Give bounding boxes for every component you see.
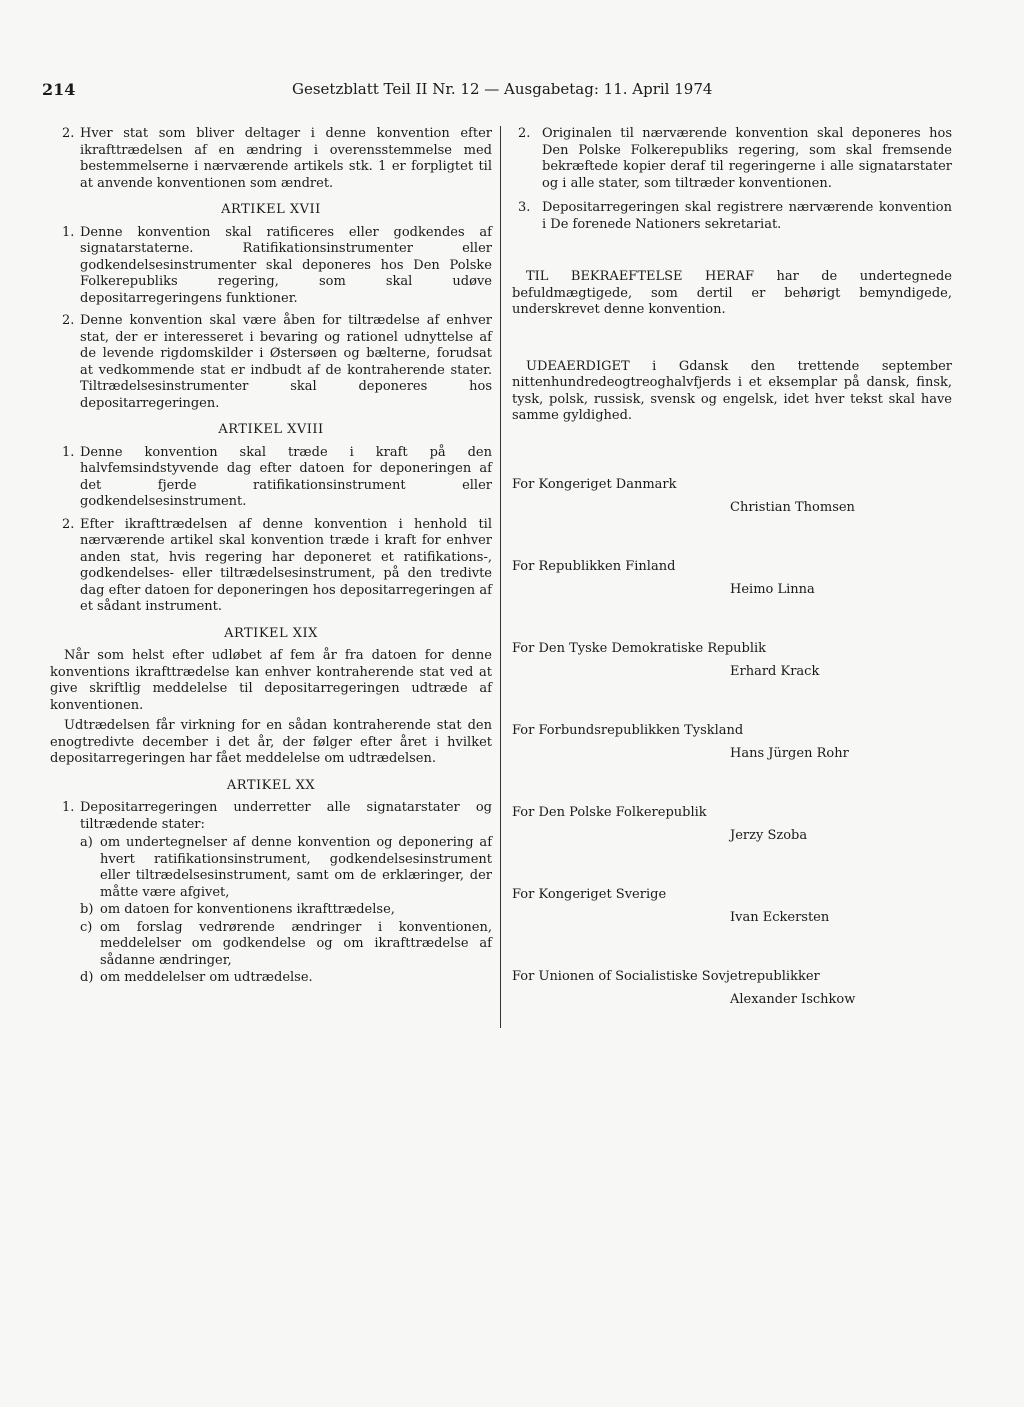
item-number: 2. [62,313,75,328]
signature-block-sweden [512,887,952,969]
item-text: Denne konvention skal ratificeres eller godkendes af signatarstaterne. Ratifikationsinstrumenter eller godkendelsesinstrumenter skal deponeres hos Den Polske Folkerepubliks regering, som skal udøve depositarregeringens funktioner. [80,224,492,306]
item-text: Denne konvention skal være åben for tiltrædelse af enhver stat, der er interesseret i bevaring og rationel udnyttelse af de levende rigdomskilder i Østersøen og bælterne, forudsat at vedkommende stat er indbudt af de kontraherende stater. Tiltrædelsesinstrumenter skal deponeres hos depositarregeringen. [80,313,492,411]
item-number: 1. [62,224,75,240]
signatory-name: Alexander Ischkow [730,991,856,1007]
article-16-item-2 [50,126,492,192]
item-text: Efter ikrafttrædelsen af denne konvention i henhold til nærværende artikel skal konvention træde i kraft for enhver anden stat, hvis regering har deponeret et ratifikations-, godkendelses- eller tiltrædelsesinstrument, på den tredivte dag efter datoen for deponeringen hos depositarregeringen af et sådant instrument. [80,516,492,614]
subitem-text: om forslag vedrørende ændringer i konventionen, meddelelser om godkendelse og om ikrafttrædelse af sådanne ændringer, [100,919,492,968]
article-17-item-2 [50,313,492,412]
item-text: Denne konvention skal træde i kraft på den halvfemsindstyvende dag efter datoen for deponeringen af det fjerde ratifikationsinstrument eller godkendelsesinstrument. [80,444,492,509]
subitem-text: om meddelelser om udtrædelse. [100,970,313,985]
signature-block-gdr [512,641,952,723]
article-20-subitem-c [50,920,492,970]
signature-block-finland [512,559,952,641]
subitem-letter: c) [80,919,93,935]
item-text: Originalen til nærværende konvention skal deponeres hos Den Polske Folkerepubliks regering, som skal fremsende bekræftede kopier deraf til regeringerne i alle signatarstater og i alle stater, som tiltræder konventionen. [542,126,952,191]
article-20-heading: ARTIKEL XX [226,777,316,793]
item-number: 2. [62,516,75,532]
article-19-paragraph-1: Når som helst efter udløbet af fem år fra datoen for denne konventions ikrafttrædelse kan enhver kontraherende stat ved at give skriftlig meddelelse til depositarregeringen udtræde af konventionen. [50,648,492,713]
signatory-country: For Forbundsrepublikken Tyskland [512,722,744,738]
signatory-country: For Kongeriget Danmark [512,476,677,492]
signatory-country: For Republikken Finland [512,558,676,574]
signature-block-denmark [512,477,952,559]
signatory-country: For Unionen of Socialistiske Sovjetrepublikker [512,968,820,984]
subitem-text: om datoen for konventionens ikrafttrædelse, [100,902,395,917]
subitem-letter: d) [80,970,94,985]
signatory-name: Erhard Krack [730,663,820,679]
signatory-country: For Den Polske Folkerepublik [512,804,707,820]
subitem-letter: a) [80,835,93,850]
item-number: 1. [62,444,75,460]
signatory-country: For Den Tyske Demokratiske Republik [512,640,767,656]
article-20-subitem-b [50,902,492,919]
article-18-item-1 [50,445,492,511]
article-20-item-2 [512,126,952,192]
signature-block-ussr [512,969,952,1051]
item-number: 1. [62,800,75,815]
article-20-item-1 [50,800,492,833]
right-column [512,126,952,1051]
article-17-item-1 [50,225,492,308]
gazette-title: Gesetzblatt Teil II Nr. 12 — Ausgabetag: 11. April 1974 [292,80,713,98]
signatory-name: Ivan Eckersten [730,909,830,925]
article-20-item-3 [512,200,952,233]
article-18-heading: ARTIKEL XVIII [218,422,324,437]
item-number: 2. [62,126,75,141]
page-number: 214 [42,80,76,99]
signatory-name: Jerzy Szoba [730,827,808,843]
article-19-paragraph-2: Udtrædelsen får virkning for en sådan kontraherende stat den enogtredivte december i det år, der følger efter året i hvilket depositarregeringen har fået meddelelse om udtrædelsen. [50,718,492,766]
signature-block-frg [512,723,952,805]
subitem-letter: b) [80,902,94,917]
page-header [42,80,982,104]
item-number: 3. [518,200,531,215]
item-number: 2. [518,126,531,141]
subitem-text: om undertegnelser af denne konvention og deponering af hvert ratifikationsinstrument, godkendelsesinstrument eller tiltrædelsesinstrument, samt om de erklæringer, der måtte være afgivet, [100,835,492,900]
signatory-name: Hans Jürgen Rohr [730,745,849,761]
left-column [50,126,492,988]
article-20-subitem-d [50,970,492,987]
attestation-clause: TIL BEKRAEFTELSE HERAF har de undertegnede befuldmægtigede, som dertil er behørigt bemyndigede, underskrevet denne konvention. [512,269,952,317]
column-divider [500,126,501,1028]
article-20-subitem-a [50,835,492,901]
done-at-clause: UDEAERDIGET i Gdansk den trettende september nittenhundredeogtreoghalvfjerds i et eksemplar på dansk, finsk, tysk, polsk, russisk, svensk og engelsk, idet hver tekst skal have samme gyldighed. [512,358,952,423]
signatory-name: Christian Thomsen [730,499,855,515]
signatures [512,477,952,1051]
article-19-heading: ARTIKEL XIX [224,625,318,641]
signatory-name: Heimo Linna [730,581,815,597]
article-18-item-2 [50,517,492,616]
item-text: Depositarregeringen underretter alle signatarstater og tiltrædende stater: [80,800,492,832]
item-text: Depositarregeringen skal registrere nærværende konvention i De forenede Nationers sekretariat. [542,200,952,232]
signatory-country: For Kongeriget Sverige [512,886,667,902]
article-17-heading: ARTIKEL XVII [221,202,321,217]
signature-block-poland [512,805,952,887]
item-text: Hver stat som bliver deltager i denne konvention efter ikrafttrædelsen af en ændring i overensstemmelse med bestemmelserne i nærværende artikels stk. 1 er forpligtet til at anvende konventionen som ændret. [80,126,492,191]
